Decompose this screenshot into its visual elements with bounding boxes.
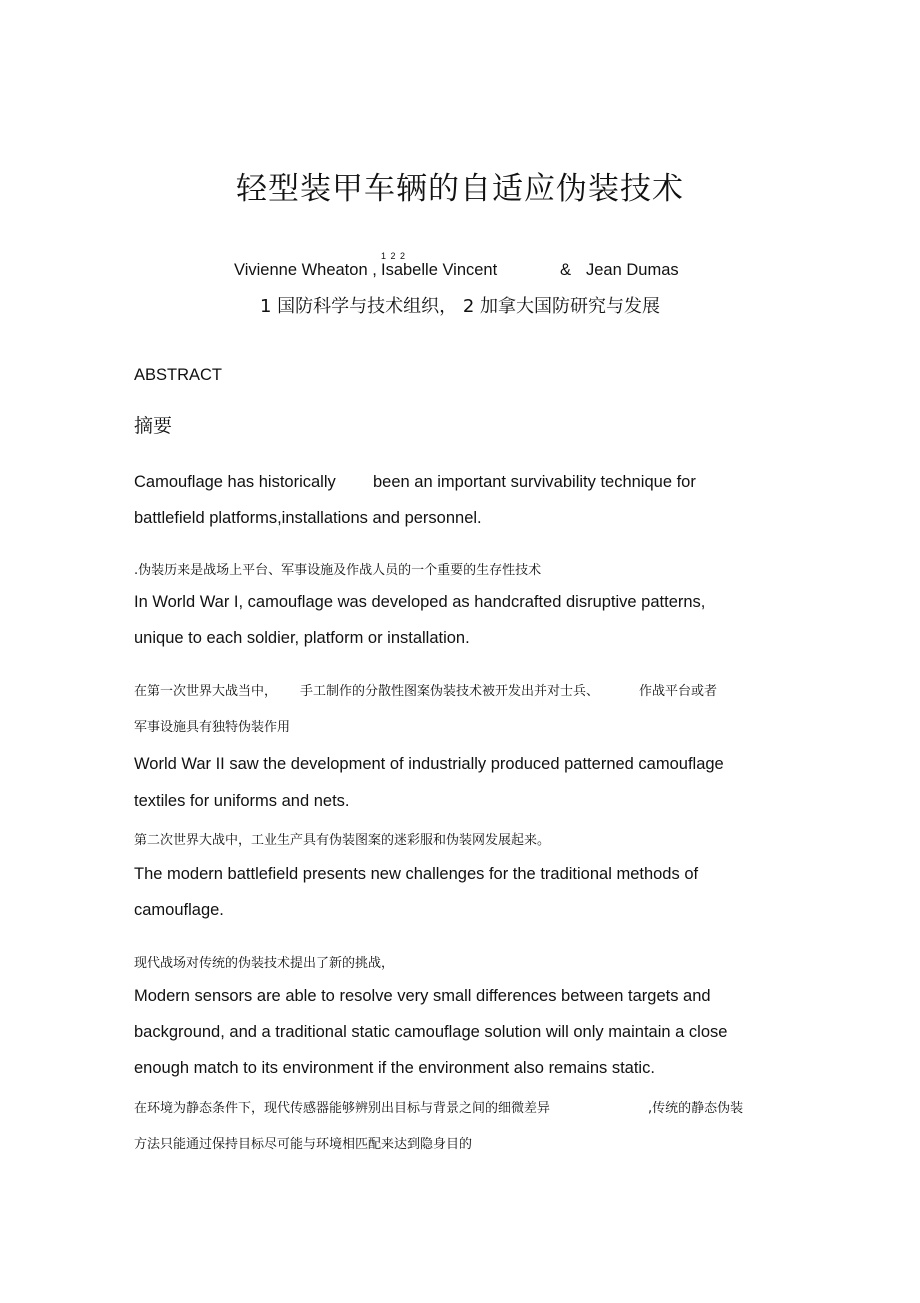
- p4-en-line2: camouflage.: [134, 901, 224, 919]
- p3-en-line1: World War II saw the development of industrially produced patterned camouflage: [134, 755, 724, 773]
- p2-zh-line1a: 在第一次世界大战当中，: [134, 684, 278, 699]
- paper-title: 轻型装甲车辆的自适应伪装技术: [236, 171, 684, 207]
- p1-zh: .伪装历来是战场上平台、军事设施及作战人员的一个重要的生存性技术: [134, 563, 542, 578]
- ampersand: &: [560, 261, 572, 279]
- p2-zh-line2: 军事设施具有独特伪装作用: [134, 720, 291, 735]
- author-2: Isabelle Vincent: [381, 261, 498, 279]
- p2-en-line1: In World War I, camouflage was developed as handcrafted disruptive patterns,: [134, 593, 706, 611]
- p4-en-line1: The modern battlefield presents new challenges for the traditional methods of: [134, 865, 699, 883]
- p5-en-line2: background, and a traditional static camouflage solution will only maintain a close: [134, 1023, 728, 1041]
- p2-en-line2: unique to each soldier, platform or installation.: [134, 629, 470, 647]
- affiliations: 1 国防科学与技术组织， 2 加拿大国防研究与发展: [259, 296, 661, 317]
- author-superscripts: 1 2 2: [381, 251, 407, 261]
- p5-zh-line1a: 在环境为静态条件下，现代传感器能够辨别出目标与背景之间的细微差异: [134, 1101, 551, 1116]
- p5-zh-line2: 方法只能通过保持目标尽可能与环境相匹配来达到隐身目的: [134, 1137, 473, 1152]
- author-1: Vivienne Wheaton ,: [234, 261, 377, 279]
- abstract-heading: ABSTRACT: [134, 366, 223, 384]
- p3-zh: 第二次世界大战中，工业生产具有伪装图案的迷彩服和伪装网发展起来。: [134, 833, 551, 848]
- abstract-heading-zh: 摘要: [134, 415, 173, 437]
- p1-en-line1a: Camouflage has historically: [134, 473, 336, 491]
- p2-zh-line1b: 手工制作的分散性图案伪装技术被开发出并对士兵、: [300, 684, 600, 699]
- p2-zh-line1c: 作战平台或者: [639, 684, 718, 699]
- p5-en-line1: Modern sensors are able to resolve very small differences between targets and: [134, 987, 711, 1005]
- p5-en-line3: enough match to its environment if the environment also remains static.: [134, 1059, 655, 1077]
- p1-en-line2: battlefield platforms,installations and personnel.: [134, 509, 482, 527]
- p3-en-line2: textiles for uniforms and nets.: [134, 792, 350, 810]
- p4-zh: 现代战场对传统的伪装技术提出了新的挑战，: [134, 956, 395, 971]
- author-3: Jean Dumas: [586, 261, 679, 279]
- p5-zh-line1b: ,传统的静态伪装: [648, 1101, 744, 1116]
- p1-en-line1b: been an important survivability technique for: [373, 473, 696, 491]
